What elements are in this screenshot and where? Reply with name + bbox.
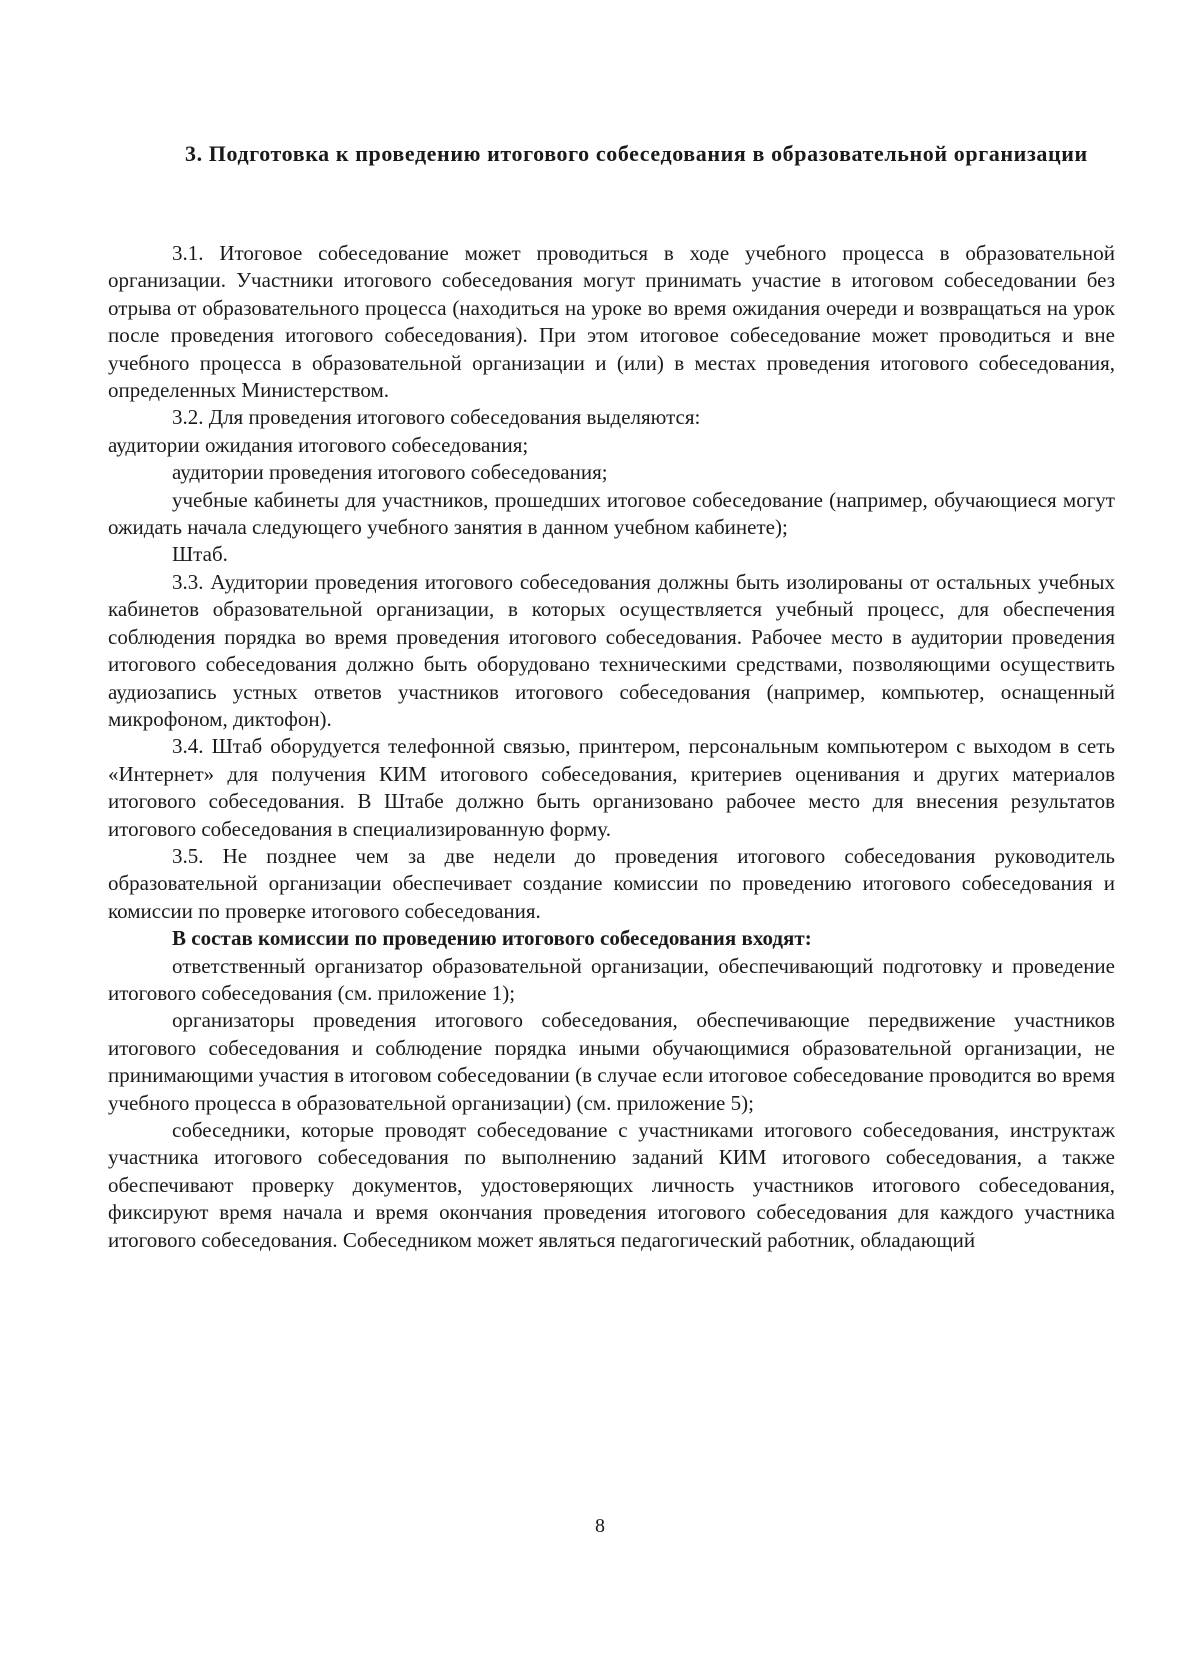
list-item-organizers: организаторы проведения итогового собеседования, обеспечивающие передвижение участников итогового собеседования и соблюдение порядка иными обучающимися образовательной организации, не принимающими участия в итоговом собеседовании (в случае если итоговое собеседование проводится во время учебного процесса в образовательной организации) (см. приложение 5); [108, 1008, 1115, 1115]
paragraph-3-1: 3.1. Итоговое собеседование может проводиться в ходе учебного процесса в образовательной организации. Участники итогового собеседования могут принимать участие в итоговом собеседовании без отрыва от образовательного процесса (находиться на уроке во время ожидания очереди и возвращаться на урок после проведения итогового собеседования). При этом итоговое собеседование может проводиться и вне учебного процесса в образовательной организации и (или) в местах проведения итогового собеседования, определенных Министерством. [108, 241, 1115, 403]
list-item-responsible-organizer: ответственный организатор образовательной организации, обеспечивающий подготовку и проведение итогового собеседования (см. приложение 1); [108, 953, 1115, 1005]
paragraph-3-2: 3.2. Для проведения итогового собеседования выделяются: [172, 405, 701, 430]
document-body [108, 240, 1115, 1254]
paragraph-3-3: 3.3. Аудитории проведения итогового собеседования должны быть изолированы от остальных учебных кабинетов образовательной организации, в которых осуществляется учебный процесс, для обеспечения соблюдения порядка во время проведения итогового собеседования. Рабочее место в аудитории проведения итогового собеседования должно быть оборудовано техническими средствами, позволяющими осуществить аудиозапись устных ответов участников итогового собеседования (например, компьютер, оснащенный микрофоном, диктофон). [108, 569, 1115, 731]
list-item-exam-rooms: аудитории проведения итогового собеседования; [172, 460, 608, 485]
list-item-classrooms: учебные кабинеты для участников, прошедших итоговое собеседование (например, обучающиеся могут ожидать начала следующего учебного занятия в данном учебном кабинете); [108, 487, 1115, 540]
paragraph-3-4: 3.4. Штаб оборудуется телефонной связью, принтером, персональным компьютером с выходом в сеть «Интернет» для получения КИМ итогового собеседования, критериев оценивания и других материалов итогового собеседования. В Штабе должно быть организовано рабочее место для внесения результатов итогового собеседования в специализированную форму. [108, 734, 1115, 841]
list-item-headquarters: Штаб. [172, 542, 228, 567]
list-item-interviewers: собеседники, которые проводят собеседование с участниками итогового собеседования, инструктаж участника итогового собеседования по выполнению заданий КИМ итогового собеседования, а также обеспечивают проверку документов, удостоверяющих личность участников итогового собеседования, фиксируют время начала и время окончания проведения итогового собеседования для каждого участника итогового собеседования. Собеседником может являться педагогический работник, обладающий [108, 1118, 1115, 1252]
page-number: 8 [595, 1515, 605, 1537]
list-item-waiting-rooms: аудитории ожидания итогового собеседования; [108, 432, 529, 457]
section-heading: 3. Подготовка к проведению итогового собеседования в образовательной организации [185, 141, 1088, 166]
paragraph-3-5: 3.5. Не позднее чем за две недели до проведения итогового собеседования руководитель образовательной организации обеспечивает создание комиссии по проведению итогового собеседования и комиссии по проверке итогового собеседования. [108, 843, 1115, 923]
commission-subheading: В состав комиссии по проведению итогового собеседования входят: [172, 926, 812, 951]
